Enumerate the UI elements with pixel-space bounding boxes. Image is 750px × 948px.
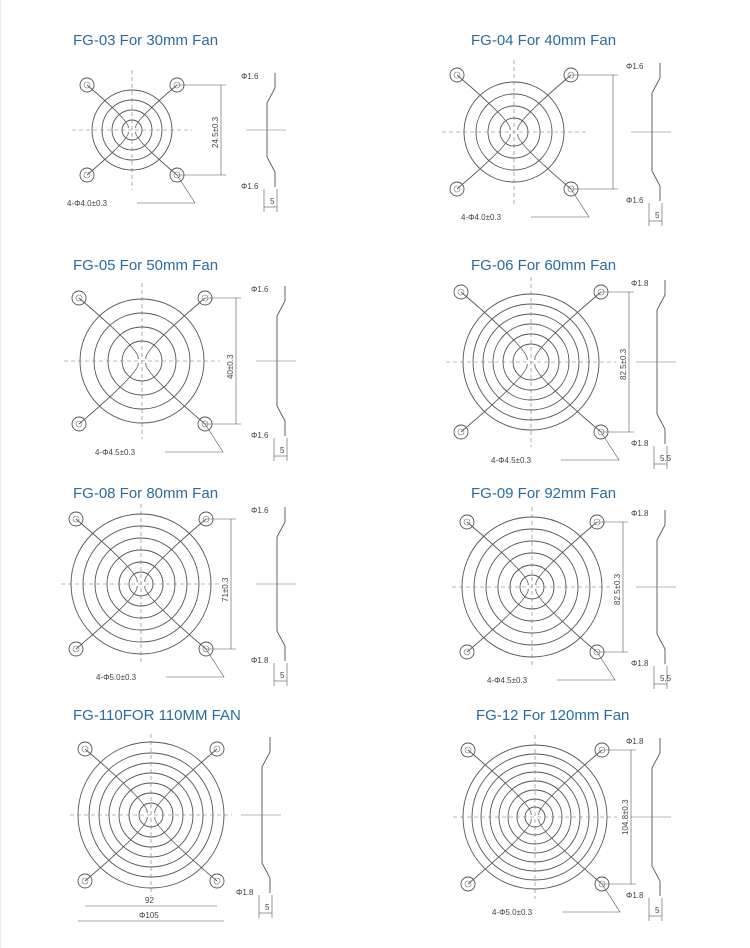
hole-diameter-label: 4-Φ4.5±0.3 (491, 456, 532, 465)
depth-label: 5.5 (660, 454, 672, 463)
support-wire (155, 817, 217, 881)
fan-guard-panel (376, 483, 750, 708)
hole-spacing-label: 40±0.3 (226, 354, 235, 379)
support-wire (536, 522, 597, 585)
fan-guard-panel (1, 705, 376, 930)
wire-top-label: Φ1.6 (241, 72, 259, 81)
support-wire (79, 298, 138, 359)
guard-drawing (1, 255, 376, 480)
hole-diameter-label: 4-Φ4.5±0.3 (487, 676, 528, 685)
depth-label: 5 (655, 906, 660, 915)
fan-guard-panel (1, 255, 376, 480)
support-wire (467, 589, 528, 652)
guard-ring (525, 807, 545, 827)
support-wire (146, 298, 205, 359)
model-title: FG-12 For 120mm Fan (476, 707, 630, 724)
guard-drawing (376, 30, 750, 255)
outer-diameter-label: Φ105 (139, 911, 159, 920)
wire-bottom-label: Φ1.8 (236, 888, 254, 897)
support-wire (536, 589, 597, 652)
wire-top-label: Φ1.6 (251, 285, 269, 294)
hole-spacing-label: 82.5±0.3 (613, 573, 622, 605)
wire-bottom-label: Φ1.8 (626, 891, 644, 900)
fan-guard-panel (1, 30, 376, 255)
support-wire (145, 519, 206, 582)
wire-top-label: Φ1.8 (631, 509, 649, 518)
fan-guard-panel (376, 255, 750, 480)
hole-diameter-label: 4-Φ4.0±0.3 (67, 199, 108, 208)
model-title: FG-08 For 80mm Fan (73, 485, 219, 502)
hole-diameter-label: 4-Φ4.0±0.3 (461, 213, 502, 222)
wire-bottom-label: Φ1.6 (626, 196, 644, 205)
wire-bottom-label: Φ1.8 (631, 439, 649, 448)
guard-drawing (1, 483, 376, 708)
hole-spacing-label: 104.8±0.3 (621, 799, 630, 835)
fan-guard-panel (376, 30, 750, 255)
support-wire (85, 817, 147, 881)
guard-drawing (376, 483, 750, 708)
wire-top-label: Φ1.8 (631, 279, 649, 288)
wire-bottom-label: Φ1.8 (251, 656, 269, 665)
depth-label: 5 (655, 211, 660, 220)
hole-diameter-label: 4-Φ5.0±0.3 (492, 908, 533, 917)
guard-drawing (1, 30, 376, 255)
guard-drawing (1, 705, 376, 930)
support-wire (79, 363, 138, 424)
model-title: FG-06 For 60mm Fan (471, 257, 617, 274)
hole-spacing-label: 92 (145, 896, 154, 905)
model-title: FG-04 For 40mm Fan (471, 32, 617, 49)
hole-diameter-label: 4-Φ5.0±0.3 (96, 673, 137, 682)
support-wire (76, 586, 137, 649)
model-title: FG-09 For 92mm Fan (471, 485, 617, 502)
wire-bottom-label: Φ1.6 (241, 182, 259, 191)
model-title: FG-03 For 30mm Fan (73, 32, 219, 49)
wire-top-label: Φ1.6 (251, 506, 269, 515)
guard-drawing (376, 705, 750, 930)
fan-guard-panel (1, 483, 376, 708)
hole-diameter-label: 4-Φ4.5±0.3 (95, 448, 136, 457)
support-wire (76, 519, 137, 582)
hole-spacing-label: 71±0.3 (221, 577, 230, 602)
support-wire (155, 749, 217, 813)
depth-label: 5.5 (660, 674, 672, 683)
hole-spacing-label: 82.5±0.3 (619, 348, 628, 380)
wire-bottom-label: Φ1.8 (631, 659, 649, 668)
wire-top-label: Φ1.6 (626, 62, 644, 71)
support-wire (146, 363, 205, 424)
depth-label: 5 (270, 197, 275, 206)
depth-label: 5 (280, 446, 285, 455)
fan-guard-panel (376, 705, 750, 930)
hole-spacing-label: 24.5±0.3 (211, 116, 220, 148)
wire-top-label: Φ1.8 (626, 737, 644, 746)
model-title: FG-05 For 50mm Fan (73, 257, 219, 274)
depth-label: 5 (280, 671, 285, 680)
support-wire (85, 749, 147, 813)
model-title: FG-110FOR 110MM FAN (73, 707, 241, 724)
guard-drawing (376, 255, 750, 480)
depth-label: 5 (265, 903, 270, 912)
support-wire (467, 522, 528, 585)
wire-bottom-label: Φ1.6 (251, 431, 269, 440)
support-wire (145, 586, 206, 649)
